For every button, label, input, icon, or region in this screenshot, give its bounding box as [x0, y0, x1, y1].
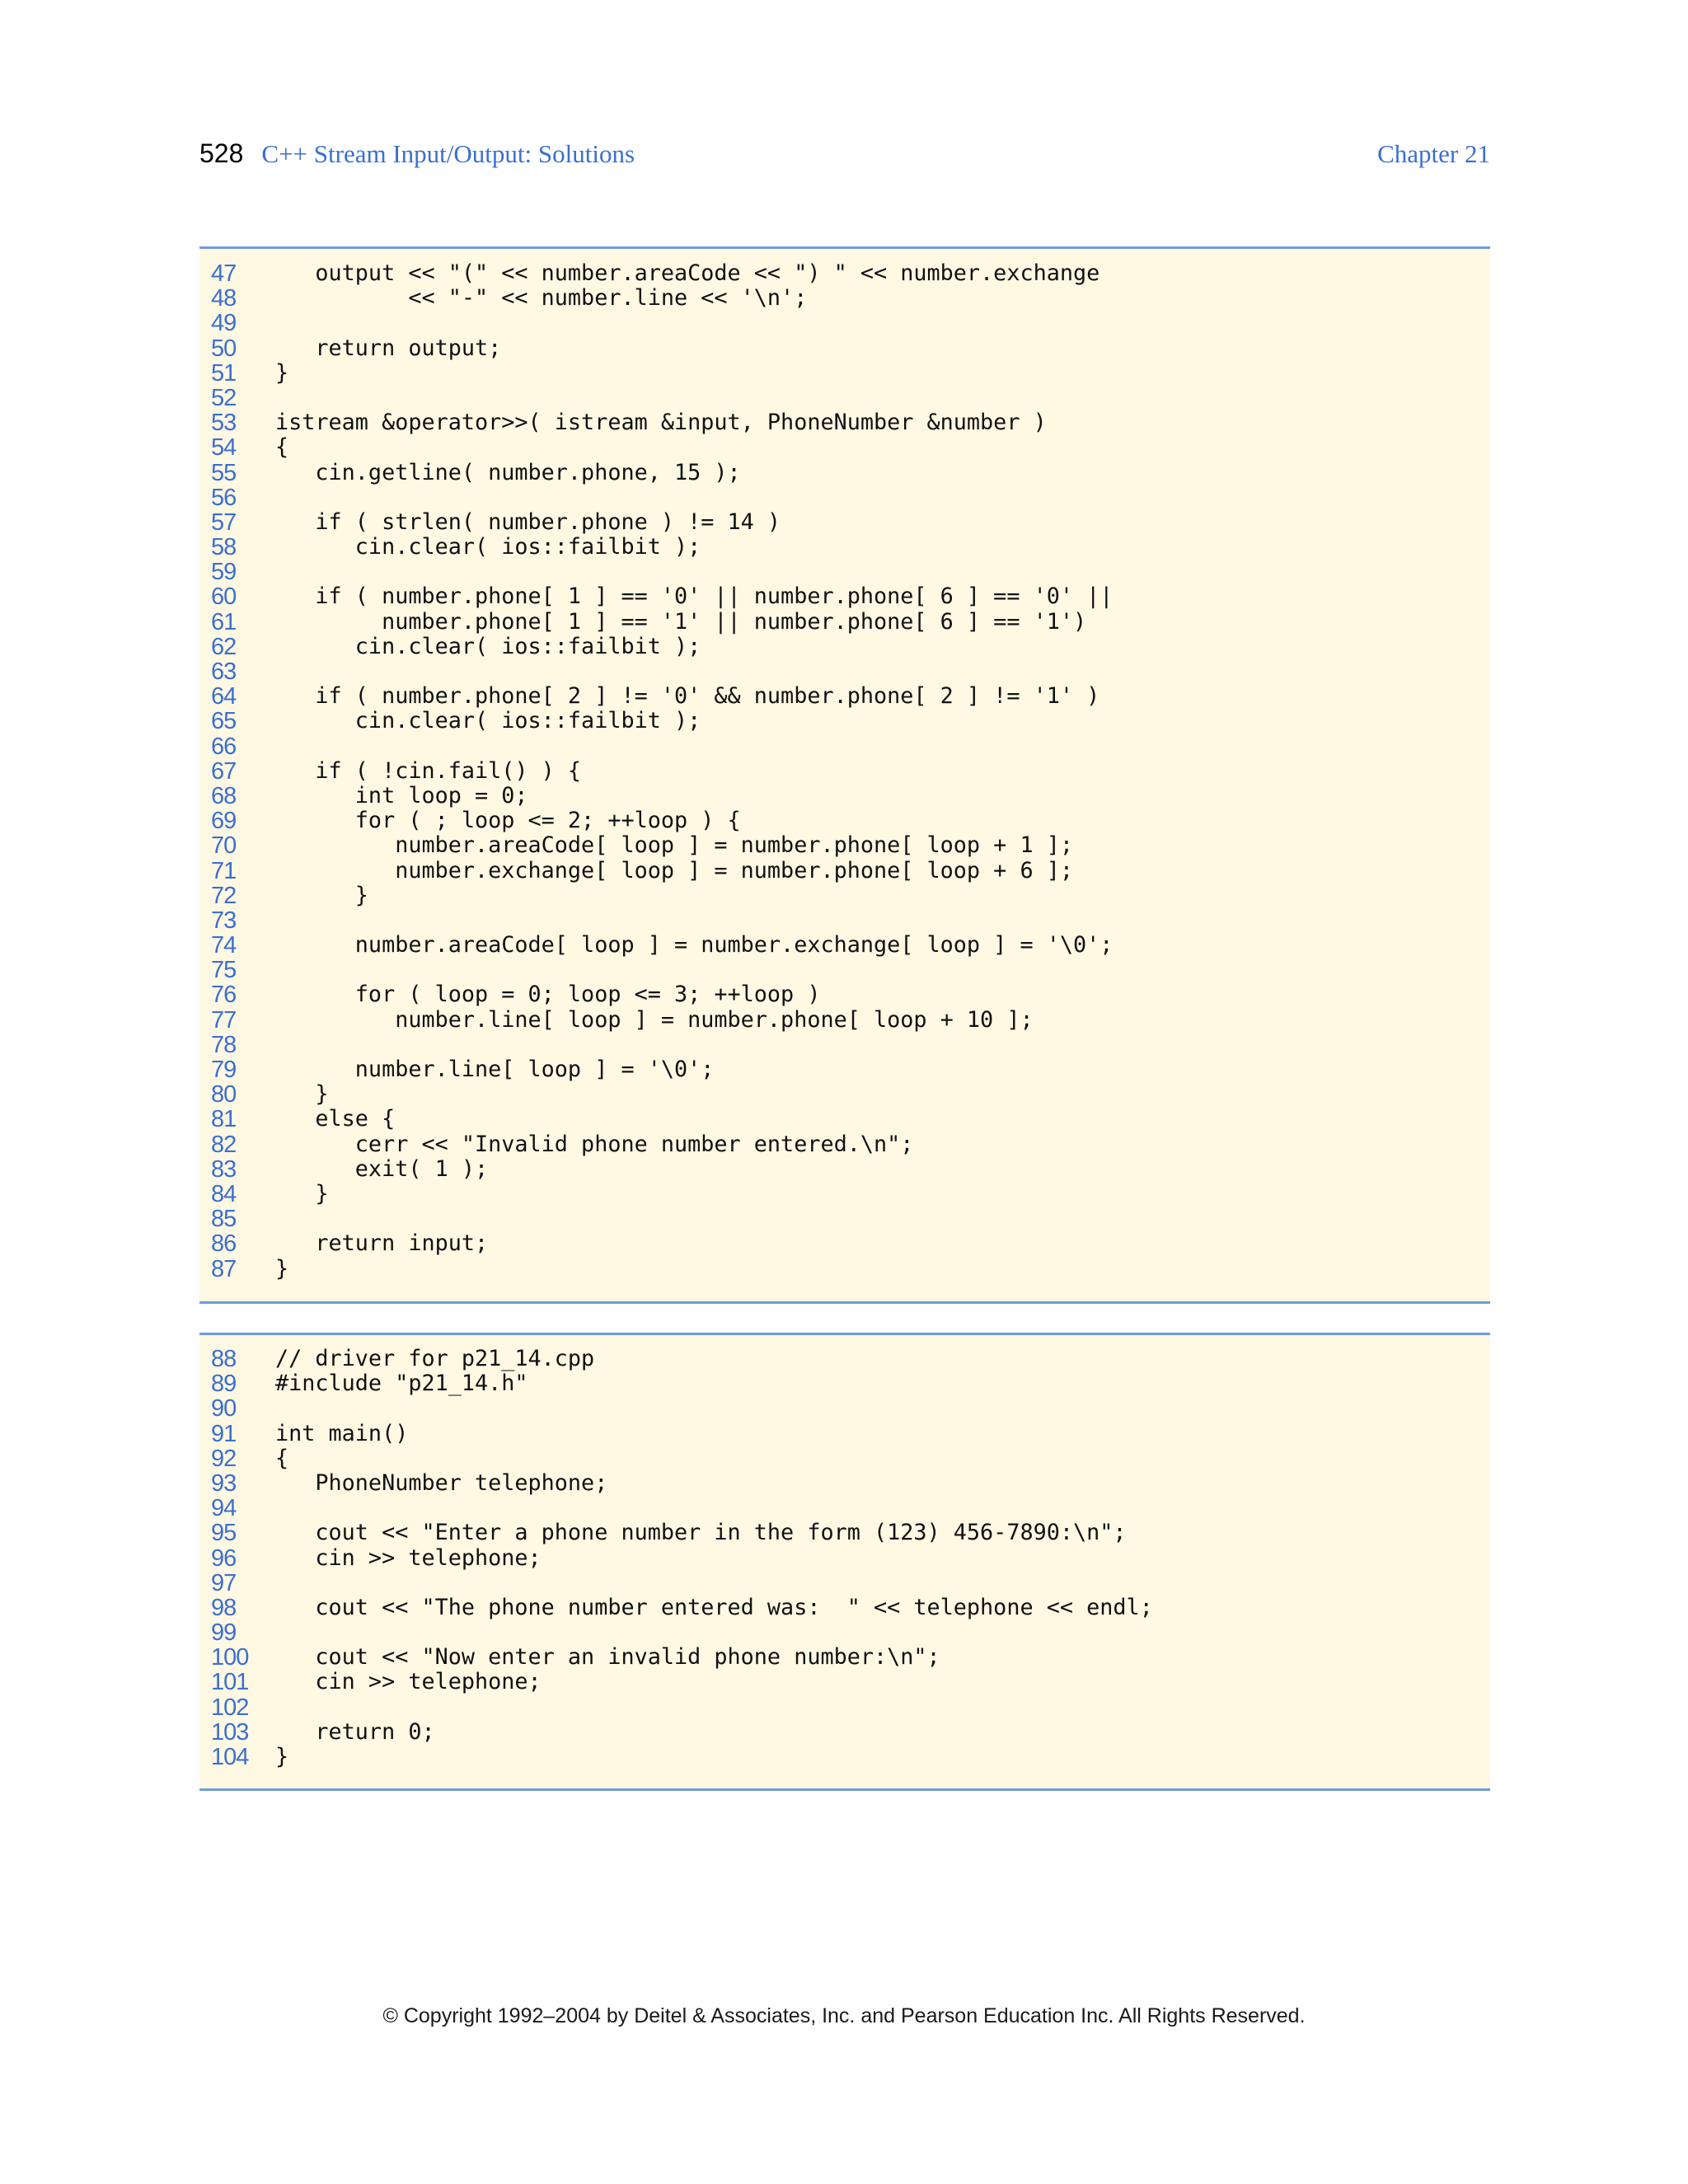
line-number: 95 [211, 1520, 237, 1547]
code-line [199, 808, 1490, 833]
page-header [199, 138, 1490, 181]
code-text: number.areaCode[ loop ] = number.exchange[ loop ] = '\0'; [275, 932, 1114, 958]
line-number: 68 [211, 782, 237, 809]
code-text: } [275, 1744, 289, 1769]
code-line [199, 1571, 1490, 1596]
code-line [199, 1745, 1490, 1769]
code-line [199, 1231, 1490, 1256]
line-number: 83 [211, 1155, 237, 1183]
code-text: number.phone[ 1 ] == '1' || number.phone[ 6 ] == '1') [275, 608, 1087, 635]
code-text: exit( 1 ); [275, 1155, 489, 1182]
line-number: 89 [211, 1371, 237, 1398]
code-line [199, 1620, 1490, 1645]
line-number: 70 [211, 832, 237, 860]
line-number: 93 [211, 1469, 237, 1497]
code-text: } [275, 359, 289, 386]
code-line [199, 1107, 1490, 1132]
code-text: PhoneNumber telephone; [275, 1469, 608, 1496]
code-line [199, 261, 1490, 286]
code-text: cin >> telephone; [275, 1669, 542, 1695]
code-text [252, 958, 275, 982]
code-text [252, 734, 275, 759]
code-text: if ( number.phone[ 2 ] != '0' && number.phone[ 2 ] != '1' ) [275, 683, 1100, 710]
line-number: 52 [211, 384, 237, 411]
line-number: 50 [211, 335, 237, 362]
code-line [199, 684, 1490, 709]
line-number: 103 [211, 1718, 249, 1746]
code-text: cin.clear( ios::failbit ); [275, 633, 701, 659]
line-number: 76 [211, 982, 237, 1009]
line-number: 59 [211, 559, 237, 586]
code-text: for ( loop = 0; loop <= 3; ++loop ) [275, 982, 821, 1008]
line-number: 57 [211, 509, 237, 536]
code-text: istream &operator>>( istream &input, PhoneNumber &number ) [275, 410, 1047, 436]
code-line [199, 336, 1490, 361]
line-number: 54 [211, 434, 237, 462]
code-line [199, 1396, 1490, 1421]
code-line [199, 410, 1490, 435]
line-number: 71 [211, 857, 237, 884]
code-line [199, 1008, 1490, 1033]
code-text [252, 1396, 275, 1421]
line-number: 58 [211, 534, 237, 561]
code-text: } [275, 1255, 289, 1282]
line-number: 48 [211, 285, 237, 312]
code-line [199, 859, 1490, 883]
code-line [199, 635, 1490, 659]
code-text: cin.clear( ios::failbit ); [275, 534, 701, 560]
line-number: 63 [211, 658, 237, 685]
line-number: 62 [211, 633, 237, 660]
code-text: return input; [275, 1230, 489, 1257]
line-number: 64 [211, 683, 237, 710]
code-text [252, 560, 275, 584]
line-number: 104 [211, 1744, 249, 1770]
line-number: 47 [211, 260, 237, 287]
code-line [199, 1645, 1490, 1670]
code-text: cin.clear( ios::failbit ); [275, 708, 701, 734]
code-line [199, 833, 1490, 858]
line-number: 96 [211, 1544, 237, 1572]
code-text: number.line[ loop ] = number.phone[ loop + 10 ]; [275, 1006, 1034, 1033]
code-text: } [275, 1180, 329, 1207]
code-text: for ( ; loop <= 2; ++loop ) { [275, 808, 741, 834]
code-text [252, 386, 275, 410]
code-text [252, 485, 275, 510]
code-listing-operator-functions [199, 246, 1490, 1304]
copyright-footer: © Copyright 1992–2004 by Deitel & Associates, Inc. and Pearson Education Inc. All Rights Reserved. [382, 2004, 1306, 2027]
code-text: cin.getline( number.phone, 15 ); [275, 459, 741, 485]
code-line [199, 560, 1490, 584]
line-number: 66 [211, 733, 237, 760]
code-text: // driver for p21_14.cpp [275, 1346, 595, 1371]
line-number: 88 [211, 1346, 237, 1372]
line-number: 73 [211, 907, 237, 934]
line-number: 91 [211, 1420, 237, 1447]
code-line [199, 982, 1490, 1007]
code-line [199, 1257, 1490, 1282]
line-number: 53 [211, 410, 237, 437]
line-number: 74 [211, 932, 237, 959]
chapter-label: Chapter 21 [1377, 139, 1490, 168]
code-line [199, 361, 1490, 386]
code-line [199, 1446, 1490, 1471]
code-text: number.line[ loop ] = '\0'; [275, 1057, 715, 1082]
page-number: 528 [199, 138, 244, 168]
code-text: cout << "Enter a phone number in the form (123) 456-7890:\n"; [275, 1520, 1127, 1546]
line-number: 94 [211, 1495, 237, 1522]
code-line [199, 1057, 1490, 1082]
code-text: #include "p21_14.h" [275, 1371, 528, 1397]
code-text [252, 1620, 275, 1645]
line-number: 100 [211, 1644, 249, 1671]
line-number: 87 [211, 1255, 237, 1282]
code-line [199, 610, 1490, 635]
code-text: int loop = 0; [275, 782, 528, 808]
code-text: if ( !cin.fail() ) { [275, 757, 582, 784]
code-line [199, 286, 1490, 311]
code-line [199, 1422, 1490, 1446]
line-number: 65 [211, 708, 237, 735]
code-line [199, 1132, 1490, 1157]
line-number: 85 [211, 1206, 237, 1233]
code-line [199, 1695, 1490, 1720]
line-number: 84 [211, 1180, 237, 1207]
line-number: 92 [211, 1445, 237, 1472]
code-line [199, 659, 1490, 684]
code-text: } [275, 1081, 329, 1108]
code-line [199, 435, 1490, 460]
code-line [199, 510, 1490, 535]
code-line [199, 759, 1490, 784]
line-number: 51 [211, 359, 237, 387]
code-line [199, 461, 1490, 485]
code-text: cout << "The phone number entered was: " << telephone << endl; [275, 1594, 1153, 1620]
code-line [199, 311, 1490, 335]
line-number: 77 [211, 1006, 237, 1033]
code-line [199, 1670, 1490, 1694]
code-text [252, 311, 275, 335]
code-line [199, 958, 1490, 982]
code-text: int main() [275, 1420, 409, 1446]
code-text [252, 1033, 275, 1057]
line-number: 61 [211, 608, 237, 635]
code-text [252, 1571, 275, 1596]
code-text [252, 659, 275, 684]
line-number: 67 [211, 757, 237, 785]
line-number: 60 [211, 583, 237, 611]
code-text: return output; [275, 335, 502, 361]
line-number: 72 [211, 882, 237, 909]
code-text: if ( number.phone[ 1 ] == '0' || number.phone[ 6 ] == '0' || [275, 583, 1114, 610]
code-line [199, 485, 1490, 510]
code-text: if ( strlen( number.phone ) != 14 ) [275, 509, 781, 535]
code-line [199, 1347, 1490, 1371]
code-text: number.exchange[ loop ] = number.phone[ loop + 6 ]; [275, 857, 1073, 883]
code-text [252, 1207, 275, 1231]
code-text [252, 1695, 275, 1720]
code-text [252, 1496, 275, 1521]
code-line [199, 709, 1490, 733]
code-text: } [275, 882, 368, 908]
code-text: cerr << "Invalid phone number entered.\n"; [275, 1131, 914, 1157]
code-line [199, 386, 1490, 410]
code-text: cin >> telephone; [275, 1544, 542, 1571]
line-number: 97 [211, 1569, 237, 1596]
line-number: 98 [211, 1594, 237, 1621]
line-number: 101 [211, 1669, 249, 1696]
code-line [199, 1720, 1490, 1745]
code-text: return 0; [275, 1718, 435, 1745]
code-line [199, 535, 1490, 560]
code-line [199, 883, 1490, 908]
code-text: << "-" << number.line << '\n'; [275, 285, 808, 312]
line-number: 86 [211, 1230, 237, 1258]
running-title: C++ Stream Input/Output: Solutions [261, 139, 635, 168]
code-line [199, 933, 1490, 958]
line-number: 80 [211, 1081, 237, 1108]
line-number: 75 [211, 957, 237, 984]
code-text: { [275, 1445, 289, 1471]
line-number: 69 [211, 808, 237, 835]
code-line [199, 1496, 1490, 1521]
line-number: 78 [211, 1031, 237, 1058]
code-line [199, 784, 1490, 808]
code-line [199, 908, 1490, 933]
code-line [199, 1182, 1490, 1207]
code-line [199, 1157, 1490, 1182]
line-number: 90 [211, 1395, 237, 1422]
code-line [199, 1082, 1490, 1107]
code-line [199, 1033, 1490, 1057]
line-number: 56 [211, 484, 237, 511]
code-text: number.areaCode[ loop ] = number.phone[ loop + 1 ]; [275, 832, 1073, 859]
line-number: 49 [211, 310, 237, 337]
code-line [199, 584, 1490, 609]
code-text: { [275, 434, 289, 461]
code-line [199, 734, 1490, 759]
line-number: 81 [211, 1106, 237, 1133]
code-line [199, 1207, 1490, 1231]
line-number: 99 [211, 1619, 237, 1647]
code-text: cout << "Now enter an invalid phone number:\n"; [275, 1644, 940, 1671]
line-number: 102 [211, 1694, 249, 1721]
line-number: 79 [211, 1057, 237, 1083]
code-listing-driver [199, 1333, 1490, 1791]
code-text [252, 908, 275, 933]
code-line [199, 1471, 1490, 1496]
code-text: else { [275, 1106, 396, 1132]
code-text: output << "(" << number.areaCode << ") " << number.exchange [275, 260, 1100, 286]
line-number: 55 [211, 459, 237, 486]
code-line [199, 1596, 1490, 1620]
code-line [199, 1521, 1490, 1545]
code-line [199, 1371, 1490, 1396]
code-line [199, 1546, 1490, 1571]
line-number: 82 [211, 1131, 237, 1158]
